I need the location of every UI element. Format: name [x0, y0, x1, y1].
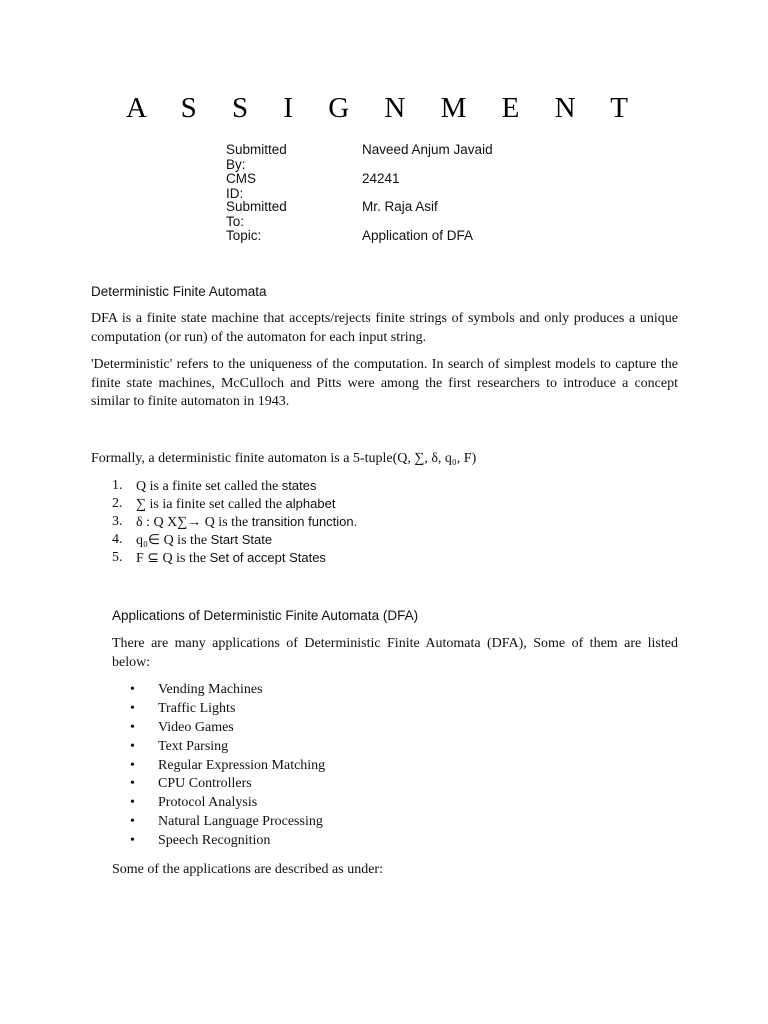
list-item-text: Regular Expression Matching — [158, 757, 326, 773]
bullet-icon: • — [130, 700, 135, 716]
meta-value: 24241 — [362, 170, 400, 186]
list-item-text: Traffic Lights — [158, 700, 236, 716]
bullet-icon: • — [130, 833, 135, 849]
list-number: 5. — [112, 550, 123, 565]
bullet-icon: • — [130, 719, 135, 735]
page-title: A S S I G N M E N T — [125, 92, 643, 124]
meta-label: Submitted By: — [226, 142, 287, 172]
list-item-text: δ : Q X∑→ Q is the — [136, 515, 252, 530]
applications-intro: There are many applications of Deterministic Finite Automata (DFA), Some of them are listed below: — [112, 636, 678, 670]
bullet-icon: • — [130, 757, 135, 773]
bullet-icon: • — [130, 776, 135, 792]
paragraph-dfa-definition: DFA is a finite state machine that accepts/rejects finite strings of symbols and only produces a unique computation (or run) of the automaton for each input string. — [91, 311, 678, 345]
bullet-icon: • — [130, 738, 135, 754]
list-item-text: ∑ is ia finite set called the — [136, 497, 286, 512]
list-item-text: F ⊆ Q is the — [136, 551, 210, 566]
list-item-text: Q is a finite set called the — [136, 479, 282, 494]
paragraph-deterministic: 'Deterministic' refers to the uniqueness of the computation. In search of simplest models to capture the finite state machines, McCulloch and Pitts were among the first researchers to introduce a concept similar to finite automaton in 1943. — [91, 357, 678, 409]
applications-closing: Some of the applications are described as under: — [112, 862, 383, 877]
list-item-text: CPU Controllers — [158, 776, 252, 792]
list-item-term: Start State — [210, 532, 273, 547]
list-number: 3. — [112, 514, 123, 529]
section-heading-applications: Applications of Deterministic Finite Automata (DFA) — [112, 608, 419, 623]
list-item-term: alphabet — [285, 496, 336, 511]
list-text — [136, 514, 357, 531]
meta-value: Mr. Raja Asif — [362, 199, 438, 214]
list-number: 2. — [112, 496, 123, 511]
meta-value: Naveed Anjum Javaid — [362, 142, 493, 157]
bullet-icon: • — [130, 795, 135, 811]
formal-definition-intro: Formally, a deterministic finite automaton is a 5-tuple(Q, ∑, δ, q₀, F) — [91, 451, 477, 466]
list-item-term: Set of accept States — [209, 550, 326, 565]
list-item-text: Video Games — [158, 719, 234, 735]
list-item-text: Speech Recognition — [158, 833, 271, 849]
list-item-term: transition function. — [251, 514, 358, 529]
bullet-icon: • — [130, 682, 135, 697]
list-text — [136, 496, 335, 513]
meta-label: Submitted To: — [226, 199, 287, 229]
list-item-text: q₀∈ Q is the — [136, 533, 211, 548]
list-item-text: Natural Language Processing — [158, 814, 323, 830]
meta-label: Topic: — [226, 227, 262, 243]
list-text — [136, 478, 316, 495]
bullet-icon: • — [130, 814, 135, 830]
list-number: 1. — [112, 478, 123, 493]
list-text — [136, 550, 326, 567]
list-item-text: Vending Machines — [158, 682, 263, 697]
list-text — [136, 532, 272, 549]
list-item-text: Protocol Analysis — [158, 795, 258, 811]
meta-value: Application of DFA — [362, 227, 474, 243]
meta-label: CMS ID: — [226, 170, 256, 201]
section-heading-dfa: Deterministic Finite Automata — [91, 284, 267, 299]
list-item-term: states — [281, 478, 317, 493]
list-item-text: Text Parsing — [158, 738, 229, 754]
list-number: 4. — [112, 532, 123, 547]
